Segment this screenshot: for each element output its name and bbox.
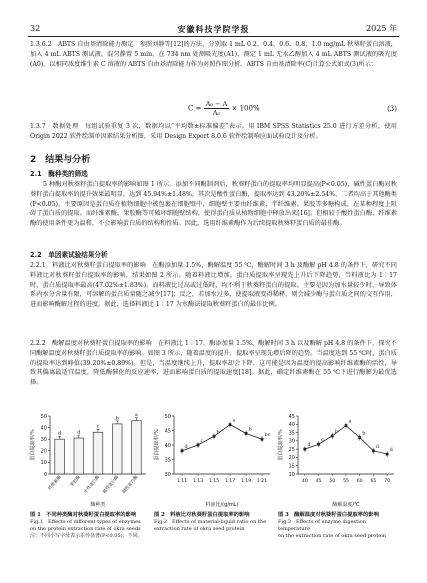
subsection-heading-enzyme: 2.1 酶种类的筛选 xyxy=(30,170,88,178)
figure-1-caption xyxy=(30,512,148,540)
significance-letter: bc xyxy=(264,432,271,439)
data-point xyxy=(372,449,375,452)
data-point xyxy=(345,424,348,427)
y-tick-label: 30 xyxy=(288,438,295,445)
y-tick-label: 35 xyxy=(164,457,171,464)
figure-2-caption-en-1: Fig.2 Effects of material-liquid ratio on the xyxy=(154,519,267,525)
y-tick-label: 0 xyxy=(43,471,47,478)
x-axis-label: 酶种类 xyxy=(90,502,106,508)
paragraph-abts: 1.3.6.2 ABTS 自由基清除能力测定 参照刘静等[12]的方法，分别取 1 mL 0.2、0.4、0.6、0.8、1.0 mg/mL 秋葵籽蛋白溶液，加入 4 mL ABTS 测试液，混匀静置 5 min，在 734 nm 处测吸光度(A1)，测定 1 mL 无水乙醇加入 4 mL ABTS 测试液的吸光度(A0)。以相同浓度维生素 C 溶液的 ABTS 自由基清除能力作为对照作图分析。ABTS 自由基清除率(C)计算公式如式(3)所示： xyxy=(30,41,397,68)
equation-rhs: × 100% xyxy=(231,104,260,113)
figure-1 xyxy=(28,410,150,508)
significance-letter: c xyxy=(200,438,204,444)
data-point xyxy=(358,436,361,439)
subsection-heading-single-factor: 2.2 单因素试验结果分析 xyxy=(30,251,108,259)
equation-lhs: C = xyxy=(188,104,202,113)
paragraph-temperature: 2.2.2 酶解温度对秋葵籽蛋白提取率的影响 在料液比 1∶17、酶添加量 1.5%、酶解时间 3 h 以及酶解 pH 4.8 的条件下，探究不同酶解温度对秋葵籽蛋白质提取率的影响。如图 3 所示，随着温度的提升，提取率呈现先增后降的趋势。当温度达到 55 ℃时，蛋白质的提取率达到峰值(39.20%±0.89%)。但是，当温度继续上升，提取率却会下降。这可能是因为温度的提高影响纤维素酶的活性，导致其偏离最适宜温度，降低酶催化的反应速率，进而影响蛋白质的提取速度[18]。据此，确定纤维素酶在 55 ℃下进行酶解为最优选择。 xyxy=(30,340,397,387)
data-point xyxy=(197,444,200,447)
y-axis-label: 蛋白提取率/% xyxy=(278,429,284,461)
figure-2-chart xyxy=(152,410,274,508)
significance-letter: d xyxy=(307,442,311,449)
bar xyxy=(74,438,84,474)
x-axis-label: 酶解温度/℃ xyxy=(332,502,360,508)
figure-2-caption xyxy=(154,512,272,533)
equation-numerator: A₀ − A xyxy=(205,100,228,108)
figure-3 xyxy=(276,410,398,508)
significance-letter: d xyxy=(77,429,81,436)
x-tick-label: 1:21 xyxy=(256,479,268,484)
figure-1-caption-en-1: Fig.1 Effects of different types of enzymes xyxy=(30,519,141,525)
x-tick-label: 酸性蛋白酶 xyxy=(102,475,121,495)
figure-2-caption-zh: 图 2 料液比对秋葵籽蛋白提取率的影响 xyxy=(154,512,250,518)
significance-letter: d xyxy=(184,443,188,450)
x-tick-label: 55 xyxy=(343,479,349,484)
significance-letter: b xyxy=(115,415,119,422)
equation-number: (3) xyxy=(387,105,397,113)
section-heading-results: 2 结果与分析 xyxy=(30,155,91,165)
x-axis-label: 料液比/(g/mL) xyxy=(205,502,239,508)
significance-letter: c xyxy=(321,437,324,444)
y-tick-label: 20 xyxy=(40,448,47,455)
significance-letter: a xyxy=(232,417,236,424)
figure-3-caption xyxy=(278,512,398,540)
significance-letter: b xyxy=(334,428,338,435)
y-axis-label: 蛋白提取率/% xyxy=(30,429,36,461)
figure-1-caption-en-2: on the protein extraction rate of okra seeds xyxy=(30,526,141,532)
figure-3-caption-zh: 图 3 酶解温度对秋葵籽蛋白提取率的影响 xyxy=(278,512,379,518)
data-point xyxy=(386,453,389,456)
y-axis-label: 蛋白提取率/% xyxy=(154,429,160,461)
x-tick-label: 纤维素酶 xyxy=(47,475,63,492)
data-point xyxy=(303,448,306,451)
significance-letter: b xyxy=(362,430,366,437)
y-tick-label: 30 xyxy=(164,471,171,478)
significance-letter: a xyxy=(348,418,352,425)
page-header xyxy=(28,22,399,37)
y-tick-label: 40 xyxy=(288,422,295,429)
paragraph-enzyme-screening: 5 种酶对秋葵籽蛋白提取率的影响如图 1 所示。添加不同酶制剂后，秋葵籽蛋白的提取率均明显提高(P<0.05)，碱性蛋白酶对秋葵籽蛋白提取率的提升效果最明显，达到 45.94%±1.48%，其次是酸性蛋白酶，提取率达到 43.20%±2.54%，二者均高于其他酶类(P<0.05)。主要原因是蛋白质在植物细胞中被包裹在细胞壁中，细胞壁主要由纤维素、半纤维素、果胶等多糖构成，在某种程度上阻碍了蛋白质的提取。而纤维素酶、果胶酶等可破坏细胞壁结构，使得蛋白质从植物细胞中释放出来[16]。但相较于酸性蛋白酶，纤维素酶的使用条件更为温和，不会影响蛋白质的结构和性质。因此，选用纤维素酶作为后续提取秋葵籽蛋白质的最佳酶。 xyxy=(30,181,397,228)
data-point xyxy=(261,438,264,441)
significance-letter: d xyxy=(389,447,393,454)
x-tick-label: 碱性蛋白酶 xyxy=(121,475,140,495)
y-tick-label: 45 xyxy=(288,413,295,420)
x-tick-label: 1:17 xyxy=(224,479,236,484)
bar xyxy=(93,432,103,474)
x-tick-label: 50 xyxy=(329,479,336,484)
figure-2-caption-en-2: extraction rate of okra seed protein xyxy=(154,526,245,532)
data-point xyxy=(229,423,232,426)
x-tick-label: 40 xyxy=(301,479,308,484)
x-tick-label: 65 xyxy=(370,479,377,484)
figure-3-chart xyxy=(276,410,398,508)
y-tick-label: 15 xyxy=(288,463,295,470)
figure-3-caption-en-2: on the extraction rate of okra seed protein xyxy=(278,533,387,539)
page-number: 32 xyxy=(30,24,41,33)
y-tick-label: 50 xyxy=(40,413,47,420)
x-tick-label: 果胶酶 xyxy=(69,475,82,489)
y-tick-label: 40 xyxy=(40,425,47,432)
equation-denominator: A₀ xyxy=(212,109,221,117)
x-tick-label: 中性蛋白酶 xyxy=(83,475,102,495)
significance-letter: b xyxy=(216,429,220,436)
y-tick-label: 45 xyxy=(164,428,171,435)
bar xyxy=(55,439,65,474)
significance-letter: d xyxy=(57,430,62,437)
x-tick-label: 60 xyxy=(356,479,363,484)
x-tick-label: 45 xyxy=(315,479,322,484)
significance-letter: d xyxy=(375,443,380,450)
y-tick-label: 40 xyxy=(164,442,171,449)
equation-3 xyxy=(30,100,397,118)
data-point xyxy=(245,432,248,435)
significance-letter: a xyxy=(134,412,138,419)
x-tick-label: 1:19 xyxy=(240,479,252,484)
paragraph-data-processing: 1.3.7 数据处理 每组试验重复 3 次，数据均以“平均数±标准偏差”表示。用 IBM SPSS Statistics 25.0 进行方差分析，使用 Origin 2022 软件绘制单因素结果分析图，采用 Design Expert 8.0.6 软件绘制响应面试验设计及分析。 xyxy=(30,123,397,140)
y-tick-label: 10 xyxy=(40,460,47,467)
y-tick-label: 20 xyxy=(288,455,295,462)
significance-letter: c xyxy=(96,423,100,430)
data-point xyxy=(331,434,334,437)
figure-3-caption-en-1: Fig.3 Effects of enzyme digestion temperature xyxy=(278,519,366,532)
bar xyxy=(112,424,122,474)
figure-2 xyxy=(152,410,274,508)
y-tick-label: 10 xyxy=(288,471,295,478)
y-tick-label: 35 xyxy=(288,430,295,437)
data-point xyxy=(317,443,320,446)
data-point xyxy=(181,449,184,452)
x-tick-label: 1:11 xyxy=(176,479,188,484)
data-point xyxy=(213,435,216,438)
journal-title: 安徽科技学院学报 xyxy=(177,24,250,34)
figure-1-caption-zh: 图 1 不同种类酶对秋葵籽蛋白提取率的影响 xyxy=(30,512,137,518)
y-tick-label: 30 xyxy=(40,437,47,443)
x-tick-label: 70 xyxy=(384,479,391,484)
paragraph-ratio: 2.2.1 料液比对秋葵籽蛋白提取率的影响 在酶添加量 1.5%，酶解温度 55 ℃，酶解时间 3 h 及酶解 pH 4.8 的条件下，研究不同料液比对秋葵籽蛋白提取率的影响，结果如图 2 所示。随着料液比增加，蛋白质提取率呈现先上升后下降趋势，当料液比为 1∶17 时，蛋白质提取率最高(47.02%±1.83%)。而料液比过高或过低时，均不利于秋葵籽蛋白的提取。主要是因为加水量较少时，导致体系内水分含量有限，可溶解的蛋白质量随之减少[17]；反之，若加水过多，使提取液变得稀释，则会减少酶与蛋白质之间的交互作用，进而影响酶解过程的进度。据此，选择料液比 1∶17 为水酶法提取秋葵籽蛋白的最佳比例。 xyxy=(30,262,397,309)
bar xyxy=(132,421,142,474)
significance-letter: b xyxy=(248,426,252,433)
x-tick-label: 1:15 xyxy=(208,479,220,484)
y-tick-label: 25 xyxy=(288,446,295,453)
figure-1-chart xyxy=(28,410,150,508)
issue-year: 2025 年 xyxy=(366,24,397,33)
x-tick-label: 1:13 xyxy=(192,479,204,484)
equation-fraction xyxy=(204,100,230,117)
figure-1-caption-note: 注：不同小写字母表示差异显著(P<0.05)，下同。 xyxy=(30,533,143,539)
y-tick-label: 50 xyxy=(164,413,171,420)
